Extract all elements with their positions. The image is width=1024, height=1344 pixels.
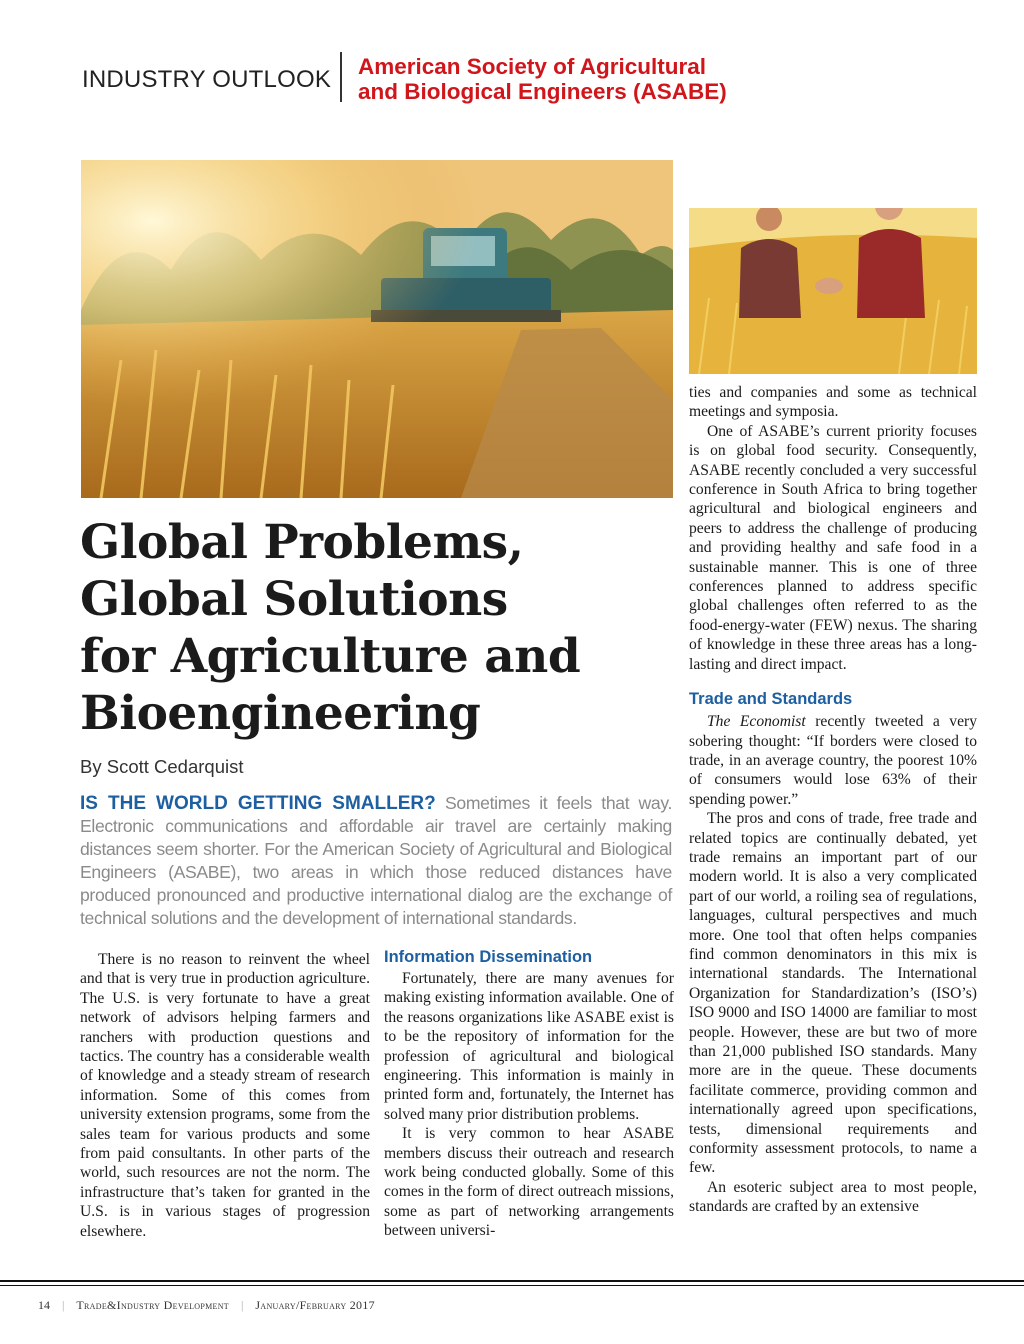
intro-text: Sometimes it feels that way. Electronic communications and affordable air travel are certainly making distances seem shorter. For the American Society of Agricultural and Biological Engineers (ASABE), two areas in which those reduced distances have produced pronounced and productive international dialog are the exchange of technical solutions and the development of international standards. — [80, 793, 673, 928]
footer-separator: | — [240, 1298, 244, 1312]
title-line-2: Global Solutions — [80, 572, 508, 627]
footer-rule-thin — [0, 1285, 1024, 1286]
page-number: 14 — [38, 1298, 50, 1312]
footer-separator: | — [62, 1298, 65, 1312]
body-paragraph: The pros and cons of trade, free trade and related topics are continually debated, yet trade remains an important part of our modern world. It is also a very complicated part of our world, a roiling sea of regulations, languages, cultural perspectives and much more. One tool that often helps companies find common denominators in this mix is international standards. The International Organization for Standardization’s (ISO’s) ISO 9000 and ISO 14000 are familiar to most people. However, these are but two of more than 21,000 published ISO standards. Many more are in the queue. These documents facilitate commerce, providing common and internationally agreed upon specifications, tests, dimensional requirements and conformity assessment protocols, to name a few. — [689, 810, 977, 1177]
publication-name-italic: The Economist — [707, 713, 806, 731]
publication-name: Trade&Industry Development — [76, 1298, 229, 1312]
subhead-trade-and-standards: Trade and Standards — [689, 690, 853, 709]
intro-lead: IS THE WORLD GETTING SMALLER? — [80, 793, 436, 814]
section-label: INDUSTRY OUTLOOK — [82, 66, 332, 93]
farmers-handshake-photo — [689, 208, 977, 374]
body-paragraph: There is no reason to reinvent the wheel and that is very true in production agriculture. The U.S. is very fortunate to have a great network of advisors helping farmers and ranchers with production questions and tactics. The country has a considerable wealth of knowledge and a steady stream of research information. Some of this comes from university extension programs, some from the sales team for various products and some from paid consultants. In other parts of the world, such resources are not the norm. The infrastructure that’s taken for granted in the U.S. is in various stages of progression elsewhere. — [80, 951, 370, 1240]
page-footer — [38, 1298, 375, 1313]
body-paragraph: It is very common to hear ASABE members discuss their outreach and research work being conducted globally. Some of this comes in the form of direct outreach missions, some as part of networking arrangements between universi- — [384, 1125, 674, 1240]
issue-date: January/February 2017 — [255, 1298, 375, 1312]
title-line-3: for Agriculture and — [80, 629, 581, 684]
header-divider — [340, 52, 342, 102]
quote-text: recently tweeted a very sobering thought: “If borders were closed to trade, in an average country, the poorest 10% of consumers would lose 63% of their spending power.” — [689, 713, 977, 808]
column-2 — [384, 946, 674, 1241]
body-paragraph: One of ASABE’s current priority focuses is on global food security. Consequently, ASABE recently concluded a very successful conference in South Africa to bring together agricultural and biological engineers and peers to address the challenge of producing and providing healthy and safe food in a sustainable manner. This is one of three conferences planned to address specific global challenges often referred to as the food-energy-water (FEW) nexus. The sharing of knowledge in these three areas has a long-lasting and direct impact. — [689, 422, 977, 673]
body-paragraph: An esoteric subject area to most people, standards are crafted by an extensive — [689, 1178, 977, 1216]
title-line-1: Global Problems, — [80, 515, 524, 570]
organization-name-line-1: American Society of Agricultural — [358, 54, 707, 79]
footer-rule — [0, 1280, 1024, 1282]
organization-name-line-2: and Biological Engineers (ASABE) — [358, 79, 727, 104]
byline: By Scott Cedarquist — [80, 756, 244, 777]
body-paragraph: Fortunately, there are many avenues for making existing information available. One of the reasons organizations like ASABE exist is to be the repository of information for the profession of agricultural and biological engineering. This information is mainly in printed form and, fortunately, the Internet has solved many prior distribution problems. — [384, 970, 674, 1123]
body-paragraph: ties and companies and some as technical meetings and symposia. — [689, 384, 977, 421]
column-3 — [689, 383, 977, 1217]
subhead-information-dissemination: Information Dissemination — [384, 948, 593, 966]
title-line-4: Bioengineering — [80, 686, 481, 741]
combine-harvester-photo — [81, 160, 673, 498]
column-1 — [80, 950, 370, 1241]
article-title — [80, 514, 680, 742]
organization-name — [358, 54, 727, 104]
body-paragraph — [689, 712, 977, 809]
intro-paragraph — [80, 792, 672, 930]
